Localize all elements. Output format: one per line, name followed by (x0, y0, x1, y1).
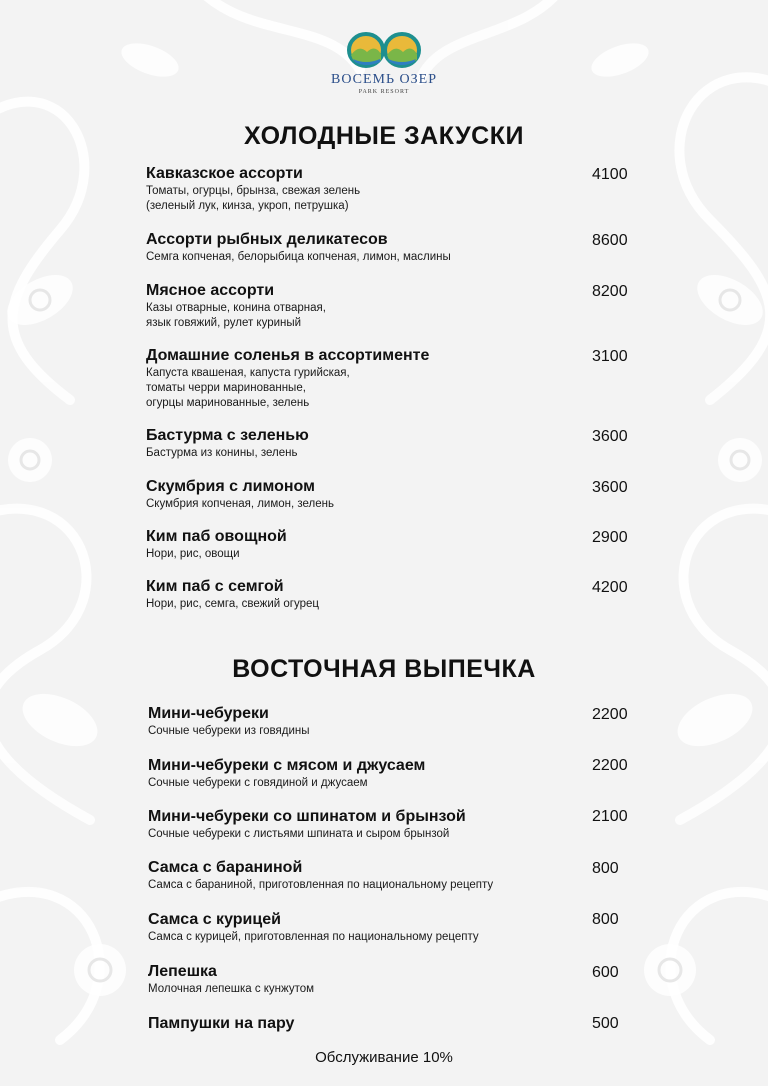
item-name: Мясное ассорти (146, 282, 275, 299)
item-name: Самса с курицей (148, 911, 281, 928)
menu-item (146, 282, 326, 331)
item-price: 4100 (592, 166, 628, 183)
item-price: 2200 (592, 706, 628, 723)
item-description: Томаты, огурцы, брынза, свежая зелень (зеленый лук, кинза, укроп, петрушка) (146, 185, 361, 212)
item-price: 3600 (592, 428, 628, 445)
item-name: Мини-чебуреки с мясом и джусаем (148, 757, 426, 774)
item-name: Пампушки на пару (148, 1015, 295, 1032)
menu-item (146, 347, 429, 411)
item-price: 800 (592, 860, 619, 877)
item-name: Бастурма с зеленью (146, 427, 309, 444)
item-description: Нори, рис, семга, свежий огурец (146, 598, 319, 610)
item-price: 2100 (592, 808, 628, 825)
item-description: Капуста квашеная, капуста гурийская, томаты черри маринованные, огурцы маринованные, зелень (146, 367, 350, 409)
item-name: Лепешка (148, 963, 217, 980)
item-name: Ким паб овощной (146, 528, 287, 545)
item-name: Домашние соленья в ассортименте (146, 347, 430, 364)
menu-item (148, 859, 493, 893)
menu-item (146, 528, 287, 562)
item-name: Мини-чебуреки со шпинатом и брынзой (148, 808, 466, 825)
menu-item (146, 478, 334, 512)
item-price: 500 (592, 1015, 619, 1032)
item-price: 4200 (592, 579, 628, 596)
section-title-cold-appetizers: ХОЛОДНЫЕ ЗАКУСКИ (244, 122, 524, 150)
item-price: 3100 (592, 348, 628, 365)
eight-lakes-logo-icon (347, 30, 421, 70)
menu-item (148, 757, 425, 791)
menu-item (148, 911, 479, 945)
item-name: Ассорти рыбных деликатесов (146, 231, 388, 248)
menu-item (148, 963, 314, 997)
item-price: 8600 (592, 232, 628, 249)
brand-name: ВОСЕМЬ ОЗЕР (331, 72, 437, 87)
item-name: Самса с бараниной (148, 859, 303, 876)
item-price: 800 (592, 911, 619, 928)
menu-item (146, 231, 451, 265)
menu-item (146, 578, 319, 612)
item-name: Мини-чебуреки (148, 705, 269, 722)
item-description: Семга копченая, белорыбица копченая, лимон, маслины (146, 251, 451, 263)
section-title-oriental-pastry: ВОСТОЧНАЯ ВЫПЕЧКА (232, 655, 536, 683)
item-description: Сочные чебуреки с листьями шпината и сыром брынзой (148, 828, 450, 840)
menu-item (146, 427, 309, 461)
item-description: Скумбрия копченая, лимон, зелень (146, 498, 335, 510)
item-description: Самса с курицей, приготовленная по национальному рецепту (148, 931, 479, 943)
item-name: Ким паб с семгой (146, 578, 284, 595)
item-description: Самса с бараниной, приготовленная по национальному рецепту (148, 879, 494, 891)
item-name: Кавказское ассорти (146, 165, 303, 182)
menu-item (148, 1015, 294, 1034)
menu-item (146, 165, 360, 214)
service-charge-note: Обслуживание 10% (315, 1049, 453, 1066)
item-description: Молочная лепешка с кунжутом (148, 983, 315, 995)
item-price: 3600 (592, 479, 628, 496)
item-price: 2200 (592, 757, 628, 774)
item-description: Сочные чебуреки из говядины (148, 725, 310, 737)
item-description: Казы отварные, конина отварная, язык говяжий, рулет куриный (146, 302, 326, 329)
item-description: Сочные чебуреки с говядиной и джусаем (148, 777, 368, 789)
item-description: Бастурма из конины, зелень (146, 447, 298, 459)
resort-logo (0, 30, 768, 95)
menu-item (148, 705, 310, 739)
item-description: Нори, рис, овощи (146, 548, 240, 560)
brand-subtitle: PARK RESORT (358, 89, 410, 95)
item-name: Скумбрия с лимоном (146, 478, 315, 495)
menu-item (148, 808, 466, 842)
item-price: 8200 (592, 283, 628, 300)
item-price: 600 (592, 964, 619, 981)
item-price: 2900 (592, 529, 628, 546)
